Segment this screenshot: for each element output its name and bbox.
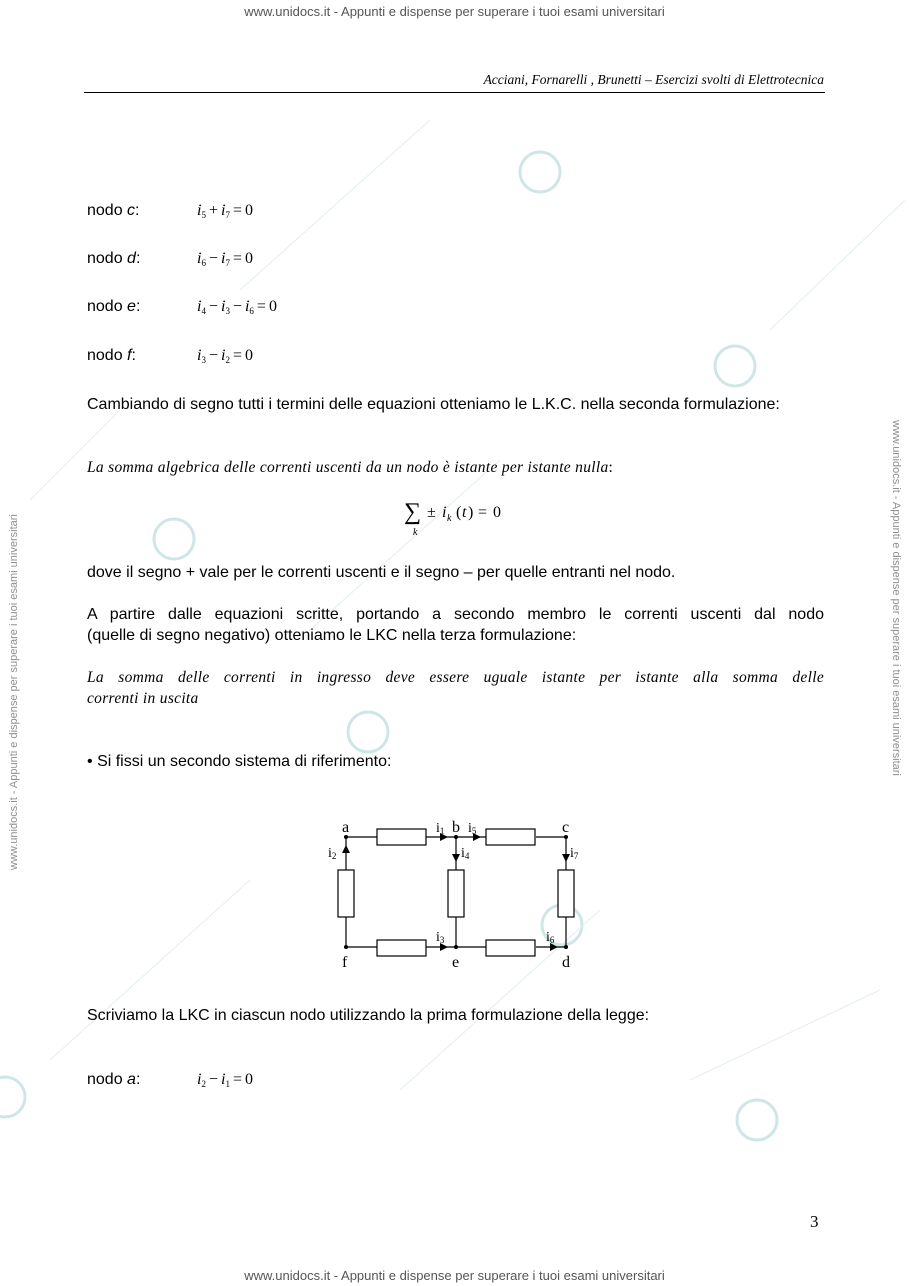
paragraph-sign-convention: dove il segno + vale per le correnti uscenti e il segno – per quelle entranti nel nodo. [87,564,676,581]
arrow-i4 [452,854,460,862]
svg-text:): ) [468,504,474,521]
current-i3-label: i3 [436,930,445,945]
resistor-ab [377,829,426,845]
node-c-label: nodo c: [87,202,140,219]
arrow-i2 [342,845,350,853]
svg-text:i: i [442,504,447,521]
node-e-label: nodo e: [87,298,141,315]
logo-icon [715,346,755,386]
logo-icon [348,712,388,752]
logo-icon [0,1077,25,1117]
logo-icon [520,152,560,192]
page-number: 3 [810,1212,819,1231]
watermark-bottom: www.unidocs.it - Appunti e dispense per superare i tuoi esami universitari [244,1268,665,1283]
svg-text:k: k [413,527,418,538]
current-i5-label: i5 [468,821,477,836]
equation-node-f: $i_3 - i_2 = 0$ [197,347,253,365]
equation-node-a: $i_2 - i_1 = 0$ [197,1071,253,1089]
svg-text:t: t [462,504,467,521]
logo-icon [737,1100,777,1140]
resistor-af [338,870,354,917]
node-d-label: nodo d: [87,250,141,267]
node-a-tag: a [342,819,350,836]
equation-node-c: $i_5 + i_7 = 0$ [197,202,253,220]
current-i1-label: i1 [436,821,445,836]
node-e-tag: e [452,954,460,971]
resistor-cd [558,870,574,917]
resistor-be [448,870,464,917]
node-c-tag: c [562,819,570,836]
node-a-label: nodo a: [87,1071,141,1088]
node-f-label: nodo f: [87,347,136,364]
paragraph-second-formulation: Cambiando di segno tutti i termini delle equazioni otteniamo le L.K.C. nella seconda formulazione: [87,396,780,413]
node-d-tag: d [562,954,570,971]
law-statement-third-line2: correnti in uscita [87,690,199,707]
law-statement-second: La somma algebrica delle correnti uscenti da un nodo è istante per istante nulla: [87,459,614,476]
bullet-item [87,753,391,771]
paragraph-first-formulation: Scriviamo la LKC in ciascun nodo utilizzando la prima formulazione della legge: [87,1007,650,1024]
summation-formula [400,495,520,541]
current-i2-label: i2 [328,846,337,861]
node-b-tag: b [452,819,460,836]
svg-text:∑: ∑ [404,499,422,525]
arrow-i7 [562,854,570,862]
paragraph-third-formulation-line2: (quelle di segno negativo) otteniamo le LKC nella terza formulazione: [87,627,577,644]
bullet-icon: • [87,753,93,770]
header-rule [84,92,825,93]
equation-node-e: $i_4 - i_3 - i_6 = 0$ [197,298,277,316]
watermark-top: www.unidocs.it - Appunti e dispense per superare i tuoi esami universitari [244,4,665,19]
resistor-fe [377,940,426,956]
current-i4-label: i4 [461,846,470,861]
svg-text:0: 0 [493,504,501,521]
logo-icon [154,519,194,559]
equation-node-d: $i_6 - i_7 = 0$ [197,250,253,268]
watermark-side-left: www.unidocs.it - Appunti e dispense per superare i tuoi esami universitari [8,514,20,870]
paragraph-third-formulation-line1: A partire dalle equazioni scritte, portando a secondo membro le correnti uscenti dal nodo [87,606,824,623]
bullet-text: Si fissi un secondo sistema di riferimento: [97,753,392,770]
circuit-diagram [320,812,590,974]
svg-text:(: ( [456,504,462,521]
law-statement-third-line1: La somma delle correnti in ingresso deve essere uguale istante per istante alla somma delle [87,669,824,686]
svg-text:=: = [478,504,488,521]
svg-text:±: ± [427,504,436,521]
current-i7-label: i7 [570,846,579,861]
watermark-side-right: www.unidocs.it - Appunti e dispense per superare i tuoi esami universitari [890,420,902,776]
resistor-bc [486,829,535,845]
node-f-tag: f [342,954,348,971]
resistor-ed [486,940,535,956]
svg-text:k: k [447,513,452,524]
current-i6-label: i6 [546,930,555,945]
running-header: Acciani, Fornarelli , Brunetti – Esercizi svolti di Elettrotecnica [483,72,824,87]
